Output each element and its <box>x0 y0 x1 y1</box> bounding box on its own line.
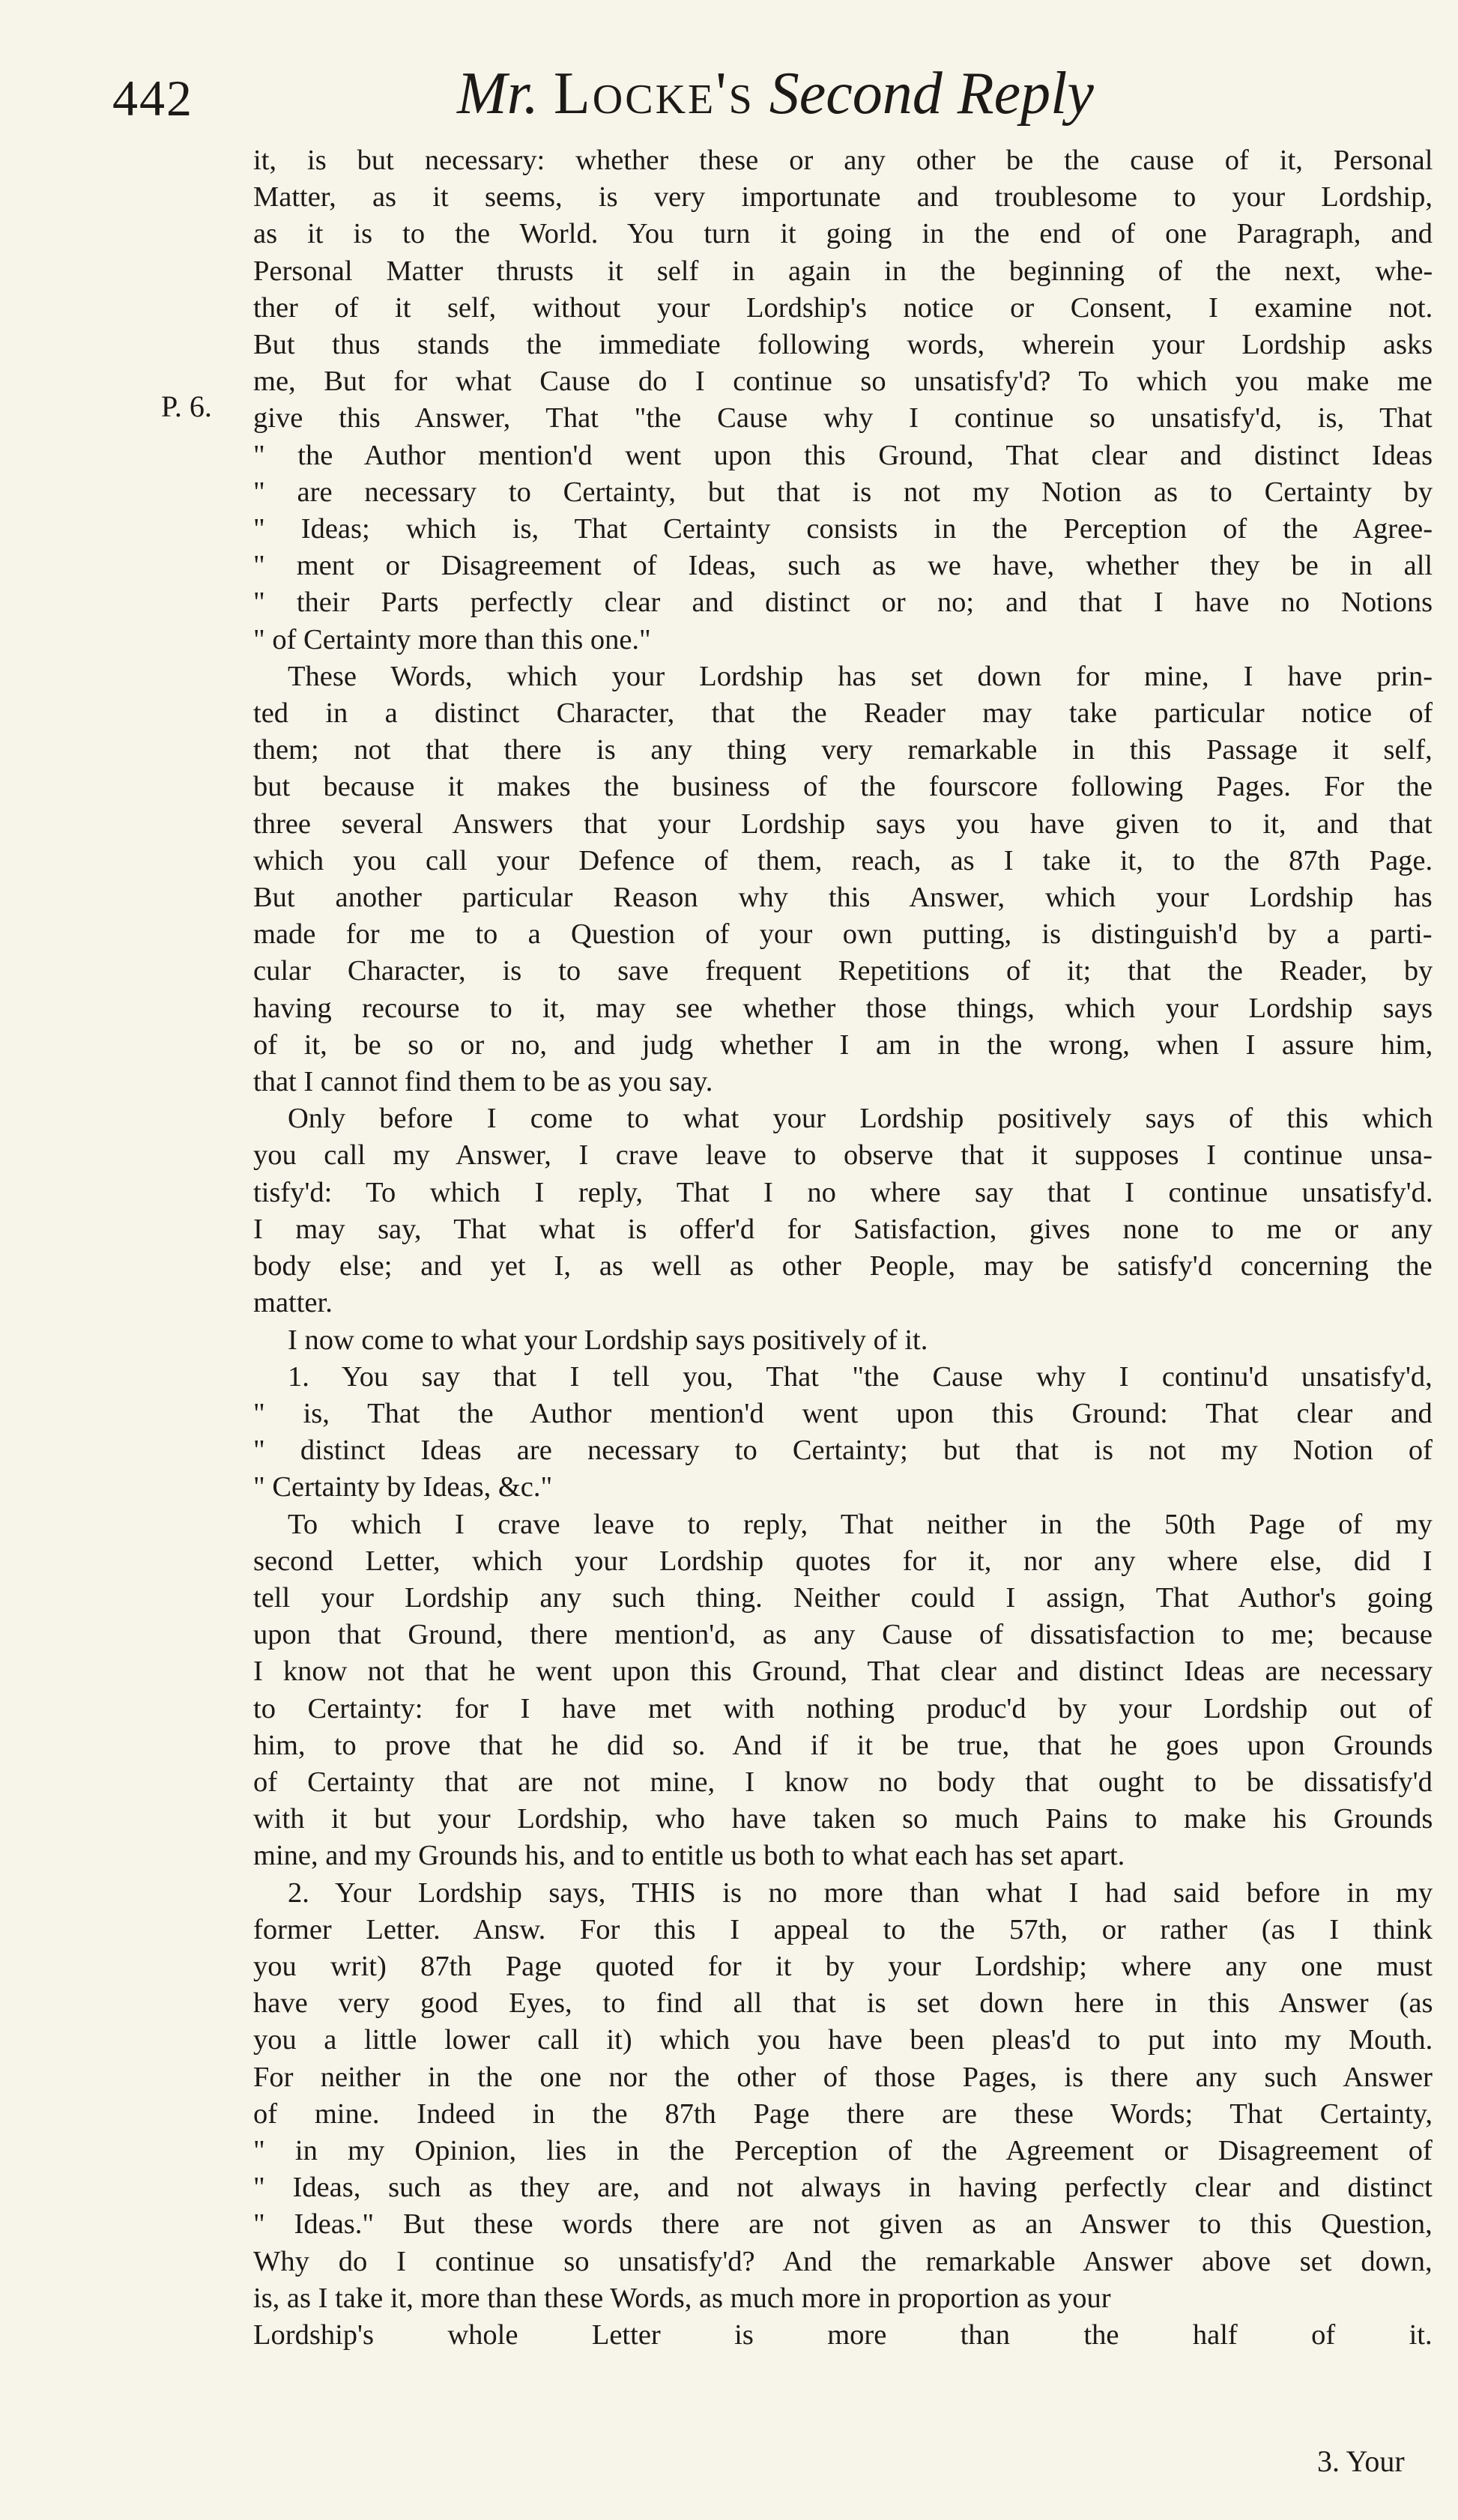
text-line: have very good Eyes, to find all that is set down here in this Answer (as <box>253 1987 1433 2020</box>
catchword: 3. Your <box>1317 2444 1405 2478</box>
text-line: that I cannot find them to be as you say. <box>253 1066 713 1098</box>
text-line: But thus stands the immediate following words, wherein your Lordship asks <box>253 329 1433 361</box>
text-line: Lordship's whole Letter is more than the half of it. <box>253 2318 1433 2351</box>
text-line: Why do I continue so unsatisfy'd? And the remarkable Answer above set down, <box>253 2245 1433 2277</box>
text-line: body else; and yet I, as well as other People, may be satisfy'd concerning the <box>253 1250 1433 1282</box>
running-head-suffix: Second Reply <box>754 61 1094 127</box>
text-line: But another particular Reason why this Answer, which your Lordship has <box>253 882 1433 914</box>
text-line: having recourse to it, may see whether those things, which your Lordship says <box>253 992 1433 1024</box>
text-line: " are necessary to Certainty, but that is not my Notion as to Certainty by <box>253 476 1433 508</box>
text-line: ted in a distinct Character, that the Reader may take particular notice of <box>253 697 1433 730</box>
text-line: tell your Lordship any such thing. Neither could I assign, That Author's going <box>253 1581 1433 1614</box>
text-line: three several Answers that your Lordship says you have given to it, and that <box>253 808 1433 840</box>
text-line: " their Parts perfectly clear and distinct or no; and that I have no Notions <box>253 587 1433 619</box>
text-line: of mine. Indeed in the 87th Page there are these Words; That Certainty, <box>253 2098 1433 2130</box>
text-line: " Certainty by Ideas, &c." <box>253 1471 553 1503</box>
text-line: I know not that he went upon this Ground, That clear and distinct Ideas are necessary <box>253 1656 1433 1688</box>
text-line: 1. You say that I tell you, That "the Cause why I continu'd unsatisfy'd, <box>288 1360 1433 1393</box>
text-line: as it is to the World. You turn it going in the end of one Paragraph, and <box>253 218 1433 250</box>
page-number: 442 <box>112 70 193 127</box>
text-line: cular Character, is to save frequent Repetitions of it; that the Reader, by <box>253 955 1433 987</box>
text-line: give this Answer, That "the Cause why I continue so unsatisfy'd, is, That <box>253 402 1433 434</box>
text-line: mine, and my Grounds his, and to entitle us both to what each has set apart. <box>253 1840 1125 1872</box>
text-line: These Words, which your Lordship has set down for mine, I have prin- <box>288 660 1433 692</box>
text-line: 2. Your Lordship says, THIS is no more than what I had said before in my <box>288 1877 1433 1909</box>
text-line: of it, be so or no, and judg whether I am in the wrong, when I assure him, <box>253 1029 1433 1061</box>
text-line: ther of it self, without your Lordship's notice or Consent, I examine not. <box>253 291 1433 324</box>
text-line: of Certainty that are not mine, I know no body that ought to be dissatisfy'd <box>253 1766 1433 1798</box>
text-line: Only before I come to what your Lordship positively says of this which <box>288 1103 1433 1135</box>
text-line: Personal Matter thrusts it self in again in the beginning of the next, whe- <box>253 255 1433 287</box>
text-line: with it but your Lordship, who have taken so much Pains to make his Grounds <box>253 1803 1433 1835</box>
text-line: upon that Ground, there mention'd, as any Cause of dissatisfaction to me; because <box>253 1619 1433 1651</box>
running-head-name: Locke's <box>553 61 754 127</box>
text-line: " in my Opinion, lies in the Perception of the Agreement or Disagreement of <box>253 2134 1433 2166</box>
text-line: is, as I take it, more than these Words, as much more in proportion as your <box>253 2282 1111 2314</box>
text-line: " Ideas; which is, That Certainty consists in the Perception of the Agree- <box>253 513 1433 545</box>
text-line: second Letter, which your Lordship quotes for it, nor any where else, did I <box>253 1545 1433 1577</box>
margin-note: P. 6. <box>161 390 212 423</box>
running-head-prefix: Mr. <box>457 61 554 127</box>
text-line: them; not that there is any thing very remarkable in this Passage it self, <box>253 734 1433 766</box>
text-line: made for me to a Question of your own putting, is distinguish'd by a parti- <box>253 918 1433 951</box>
text-line: you a little lower call it) which you have been pleas'd to put into my Mouth. <box>253 2024 1433 2056</box>
text-line: To which I crave leave to reply, That neither in the 50th Page of my <box>288 1508 1433 1540</box>
text-line: " is, That the Author mention'd went upon this Ground: That clear and <box>253 1397 1433 1429</box>
text-line: but because it makes the business of the fourscore following Pages. For the <box>253 771 1433 803</box>
text-line: " distinct Ideas are necessary to Certainty; but that is not my Notion of <box>253 1435 1433 1467</box>
text-line: him, to prove that he did so. And if it be true, that he goes upon Grounds <box>253 1729 1433 1761</box>
text-line: me, But for what Cause do I continue so unsatisfy'd? To which you make me <box>253 366 1433 398</box>
text-line: tisfy'd: To which I reply, That I no where say that I continue unsatisfy'd. <box>253 1176 1433 1208</box>
text-line: " Ideas." But these words there are not given as an Answer to this Question, <box>253 2208 1433 2241</box>
text-line: to Certainty: for I have met with nothing produc'd by your Lordship out of <box>253 1692 1433 1724</box>
text-line: you writ) 87th Page quoted for it by your Lordship; where any one must <box>253 1950 1433 1982</box>
text-line: " of Certainty more than this one." <box>253 623 651 655</box>
text-line: " the Author mention'd went upon this Ground, That clear and distinct Ideas <box>253 439 1433 471</box>
text-line: " Ideas, such as they are, and not always in having perfectly clear and distinct <box>253 2172 1433 2204</box>
text-line: it, is but necessary: whether these or any other be the cause of it, Personal <box>253 145 1433 176</box>
running-head <box>457 60 1094 128</box>
text-line: which you call your Defence of them, reach, as I take it, to the 87th Page. <box>253 844 1433 876</box>
body-text <box>253 142 1433 2354</box>
text-line: matter. <box>253 1287 333 1319</box>
text-line: For neither in the one nor the other of those Pages, is there any such Answer <box>253 2061 1433 2093</box>
text-line: Matter, as it seems, is very importunate and troublesome to your Lordship, <box>253 181 1433 213</box>
text-line: former Letter. Answ. For this I appeal to the 57th, or rather (as I think <box>253 1913 1433 1945</box>
text-line: " ment or Disagreement of Ideas, such as we have, whether they be in all <box>253 550 1433 582</box>
text-line: you call my Answer, I crave leave to observe that it supposes I continue unsa- <box>253 1139 1433 1172</box>
text-line: I now come to what your Lordship says positively of it. <box>288 1324 928 1356</box>
text-line: I may say, That what is offer'd for Satisfaction, gives none to me or any <box>253 1213 1433 1245</box>
